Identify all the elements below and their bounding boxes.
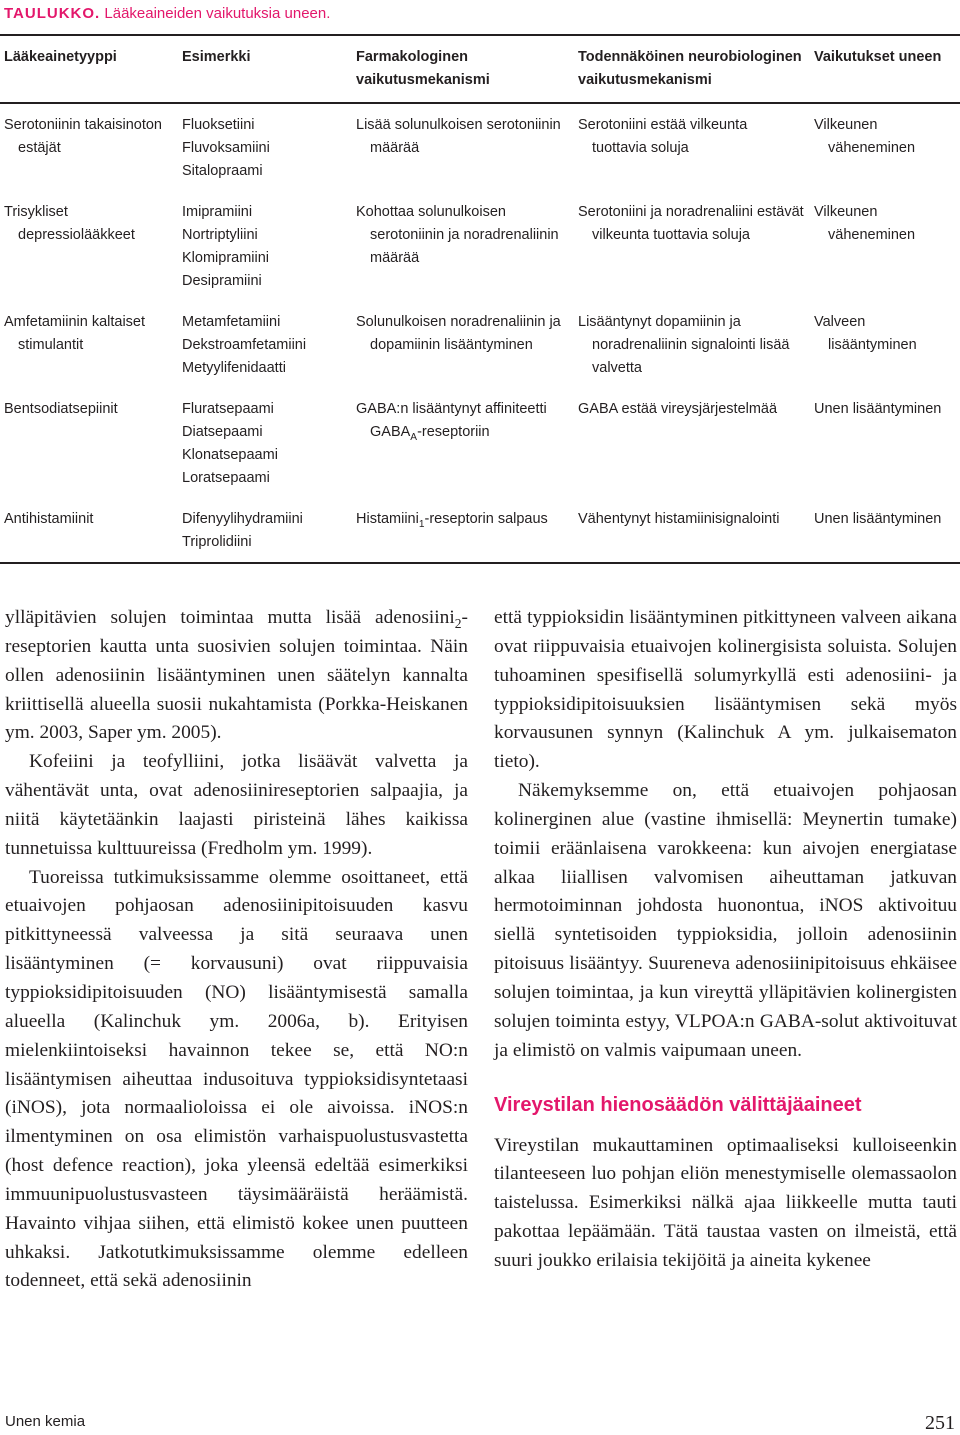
cell-sleep-effect: Valveen lisääntyminen xyxy=(814,314,917,353)
paragraph: että typpioksidin lisääntyminen pitkittyneen valveen aikana ovat riippuvaisia etuaivojen kolinergisista soluista. Solujen tuhoaminen spesifisellä solumyrkyllä esti adenosiini- ja typpioksidipitoisuuksien lisääntymisen sekä myös korvausunen synnyn (Kalinchuk A ym. julkaisematon tieto). xyxy=(494,607,957,773)
cell-drug-type: Antihistamiinit xyxy=(4,511,94,527)
cell-sleep-effect: Vilkeunen väheneminen xyxy=(814,204,916,243)
table-row xyxy=(0,301,960,388)
cell-drug-type: Serotoniinin takaisinoton estäjät xyxy=(4,117,162,156)
cell-examples: Fluoksetiini Fluvoksamiini Sitalopraami xyxy=(182,117,270,179)
header-neurobiological: Todennäköinen neurobiologinen vaikutusmekanismi xyxy=(578,49,802,88)
cell-sleep-effect: Unen lisääntyminen xyxy=(814,401,942,417)
table-row xyxy=(0,498,960,563)
cell-examples: Fluratsepaami Diatsepaami Klonatsepaami Loratsepaami xyxy=(182,401,278,486)
paragraph: Näkemyksemme on, että etuaivojen pohjaosan kolinerginen alue (vastine ihmisellä: Meynertin tumake) toimii eräänlaisena varokkeena: kun aivojen energiatase alkaa liiallisen valvomisen aiheuttaman jatkuvan hermotoiminnan johdosta huonontua, iNOS aktivoituu siellä syntetisoiden typpioksidia, jolloin adenosiinin pitoisuus lisääntyy. Suureneva adenosiinipitoisuus ehkäisee solujen toimintaa, ja kun vireyttä ylläpitävien kolinergisten solujen toiminta estyy, VLPOA:n GABA-solut aktivoituvat ja elimistö on valmis vaipumaan uneen. xyxy=(494,780,957,1061)
paragraph: Kofeiini ja teofylliini, jotka lisäävät valvetta ja vähentävät unta, ovat adenosiinireseptorien salpaajia, ja niitä käytetäänkin laajasti piristeinä lähes kaikissa tunnetuissa kulttuureissa (Fredholm ym. 1999). xyxy=(5,751,468,859)
cell-pharmacological: Lisää solunulkoisen serotoniinin määrää xyxy=(356,117,561,156)
header-drug-type: Lääkeainetyyppi xyxy=(4,49,117,65)
cell-examples: Metamfetamiini Dekstroamfetamiini Metyylifenidaatti xyxy=(182,314,307,376)
cell-examples: Imipramiini Nortriptyliini Klomipramiini Desipramiini xyxy=(182,204,270,289)
paragraph: ylläpitävien solujen toimintaa mutta lisää adenosiini$_2$-reseptorien kautta unta suosivien solujen toimintaa. Näin ollen adenosiinin lisääntyminen unen säätelyn kannalta kriittisellä alueella suosii nukahtamista (Porkka-Heiskanen ym. 2003, Saper ym. 2005). xyxy=(5,607,468,744)
cell-neurobiological: Serotoniini estää vilkeunta tuottavia soluja xyxy=(578,117,748,156)
right-text-column xyxy=(494,604,957,1276)
cell-pharmacological: Histamiini$_1$-reseptorin salpaus xyxy=(356,511,548,530)
table-row xyxy=(0,191,960,301)
cell-pharmacological: Solunulkoisen noradrenaliinin ja dopamiinin lisääntyminen xyxy=(356,314,561,353)
cell-drug-type: Trisykliset depressiolääkkeet xyxy=(4,204,135,243)
cell-drug-type: Amfetamiinin kaltaiset stimulantit xyxy=(4,314,146,353)
cell-neurobiological: GABA estää vireysjärjestelmää xyxy=(578,401,778,417)
running-footer: Unen kemia xyxy=(5,1413,86,1430)
section-heading: Vireystilan hienosäädön välittäjäaineet xyxy=(494,1093,862,1116)
table-caption xyxy=(4,4,330,24)
header-sleep-effect: Vaikutukset uneen xyxy=(814,49,942,65)
caption-text: Lääkeaineiden vaikutuksia uneen. xyxy=(104,5,331,22)
table-row xyxy=(0,103,960,191)
left-text-column xyxy=(5,604,468,1296)
cell-neurobiological: Serotoniini ja noradrenaliini estävät vilkeunta tuottavia soluja xyxy=(578,204,804,243)
header-pharmacological: Farmakologinen vaikutusmekanismi xyxy=(356,49,490,88)
page-number: 251 xyxy=(925,1412,955,1434)
table-header-row xyxy=(0,35,960,103)
cell-drug-type: Bentsodiatsepiinit xyxy=(4,401,118,417)
caption-label: TAULUKKO. xyxy=(4,5,101,22)
paragraph: Tuoreissa tutkimuksissamme olemme osoittaneet, että etuaivojen pohjaosan adenosiinipitoisuuden kasvu pitkittyneessä valveessa ja sitä seuraava unen lisääntyminen (= korvausuni) ovat riippuvaisia typpioksidipitoisuuden (NO) lisääntymisestä samalla alueella (Kalinchuk ym. 2006a, b). Erityisen mielenkiintoiseksi havainnon tekee se, että NO:n lisääntymisen aiheuttaa indusoituva typpioksidisyntetaasi (iNOS), jota normaalioloissa ei ole aivoissa. iNOS:n ilmentyminen on osa elimistön varhaispuolustusvastetta (host defence reaction), joka yleensä edeltää esimerkiksi immuunipuolustusvasteen täysimääräistä heräämistä. Havainto vihjaa siihen, että elimistö kokee unen puutteen uhkaksi. Jatkotutkimuksissamme olemme edelleen todenneet, että sekä adenosiinin xyxy=(5,866,468,1292)
table-row xyxy=(0,388,960,498)
cell-sleep-effect: Unen lisääntyminen xyxy=(814,511,942,527)
drug-effects-table xyxy=(0,34,960,564)
cell-sleep-effect: Vilkeunen väheneminen xyxy=(814,117,916,156)
cell-neurobiological: Vähentynyt histamiinisignalointi xyxy=(578,511,780,527)
cell-examples: Difenyylihydramiini Triprolidiini xyxy=(182,511,303,550)
cell-pharmacological: Kohottaa solunulkoisen serotoniinin ja noradrenaliinin määrää xyxy=(356,204,559,266)
cell-neurobiological: Lisääntynyt dopamiinin ja noradrenaliinin signalointi lisää valvetta xyxy=(578,314,790,376)
paragraph: Vireystilan mukauttaminen optimaaliseksi kulloiseenkin tilanteeseen luo pohjan eliön menestymiselle olemassaolon taistelussa. Esimerkiksi nälkä ajaa liikkeelle mutta tauti pakottaa lepäämään. Tätä taustaa vasten on ilmeistä, että suuri joukko erilaisia tekijöitä ja aineita kykenee xyxy=(494,1134,957,1271)
cell-pharmacological: GABA:n lisääntynyt affiniteetti $GABA_A$-reseptoriin xyxy=(356,401,547,443)
header-example: Esimerkki xyxy=(182,49,251,65)
